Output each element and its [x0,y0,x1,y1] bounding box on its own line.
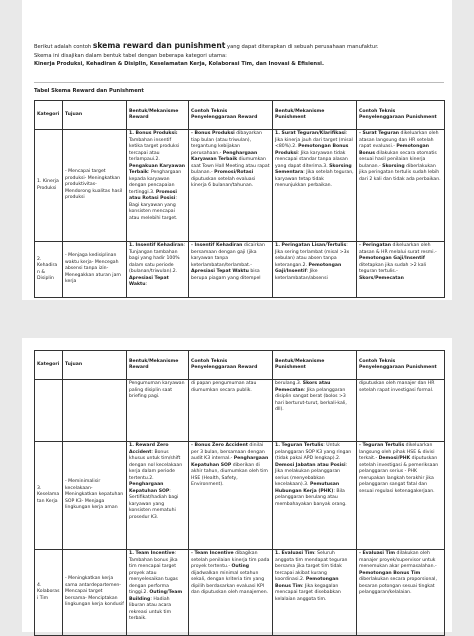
header-reward: Bentuk/Mekanisme Reward [127,351,189,380]
header-reward-example: Contoh Teknis Penyelenggaraan Reward [189,351,273,380]
cell-kategori: 4. Kolaborasi Tim [35,550,63,636]
cell-text: berulang.3. [275,381,303,386]
cell-bold-text: - Peringatan [359,243,392,248]
cell-text: : Jika setelah teguran, karyawan tetap tidak menunjukkan perbaikan. [275,170,354,188]
cell-bold-text: Promosi/Rotasi [214,170,254,175]
cell-bold-text: 1. Reward Zero Accident [129,443,169,455]
cell-text: : Tambahan bonus jika tim mencapai target proyek atau menyelesaikan tugas dengan performa tinggi.2. [129,551,178,595]
cell-bold-text: - Bonus Produksi [191,131,235,136]
table-row [35,442,445,550]
cell-text: : Sertifikat/hadiah bagi karyawan yang konsisten mematuhi prosedur K3. [129,488,179,520]
header-reward: Bentuk/Mekanisme Reward [127,101,189,130]
cell-reward-example [189,442,273,550]
cell-reward-example [189,242,273,298]
cell-text: : Seluruh anggota tim mendapat teguran bersama jika target tim tidak tercapai akibat kurang koordinasi.2. [275,551,348,582]
cell-punishment-example [357,380,445,442]
cell-bold-text: - Teguran Tertulis [359,443,405,448]
cell-text: dikeluarkan langsung oleh pihak HSE & divisi terkait.- [359,443,435,461]
cell-text: diputuskan oleh manajer dan HR setelah rapat investigasi formal. [359,381,435,393]
cell-text: diputuskan setelah investigasi & pemeriksaan pelanggaran serius - PHK merupakan langkah terakhir jika pelanggaran sangat fatal dan sesuai regulasi ketenagakerjaan. [359,456,439,494]
cell-bold-text: Demosi Jabatan atau Posisi [275,462,346,468]
cell-tujuan: - Mencapai target produksi- Meningkatkan produktivitas- Mendorong kualitas hasil produksi [63,130,127,242]
cell-bold-text: 1. Teguran Tertulis [275,443,324,448]
header-punishment: Bentuk/Mekanisme Punishment [273,101,357,130]
cell-punishment [273,442,357,550]
cell-text: ditetapkan jika sudah >2 kali teguran tertulis.- [359,262,427,274]
header-punishment: Bentuk/Mekanisme Punishment [273,351,357,380]
cell-bold-text: Demosi/PHK [378,456,411,461]
cell-reward-example [189,550,273,636]
cell-bold-text: - Bonus Zero Accident [191,443,248,448]
cell-bold-text: Apresiasi Tepat Waktu [129,275,169,287]
cell-kategori: 1. Kinerja Produksi [35,130,63,242]
cell-text: dikeluarkan oleh atasan langsung dan HR setelah rapat evaluasi.- [359,131,439,149]
cell-kategori: 3. Keselamatan Kerja [35,442,63,550]
cell-bold-text: Pemotongan Bonus Produksi [275,144,349,156]
table-row [35,550,445,636]
cell-text: dibayarkan tiap bulan (atau triwulan), tergantung kebijakan perusahaan.- [191,131,262,156]
intro-title: skema reward dan punishment [92,41,226,50]
cell-text: dilakukan oleh manajer proyek/supervisor untuk menemukan akar permasalahan.- [359,551,437,569]
cell-kategori [35,380,63,442]
document-page-1 [22,0,452,300]
cell-text: : Jika pelanggaran disiplin sangat berat (bolos >3 hari berturut-turut, berkali-kali, dll). [275,387,347,412]
cell-bold-text: 1. Insentif Kehadiran [129,243,184,248]
schema-table-part-2 [34,350,445,636]
cell-punishment-example [357,242,445,298]
header-punishment-example: Contoh Teknis Penyelenggaraan Punishment [357,101,445,130]
cell-text: Pengumuman karyawan paling disiplin saat briefing pagi. [129,381,185,399]
cell-punishment-example [357,442,445,550]
cell-bold-text: - Insentif Kehadiran [191,243,243,248]
cell-text: : Hadiah liburan atau acara rekreasi untuk tim terbaik. [129,596,172,621]
table-caption: Tabel Skema Reward dan Punishment [34,88,144,94]
cell-text: : Bagi karyawan yang konsisten mencapai atau melebihi target. [129,196,178,221]
cell-bold-text: Pemotongan Bonus [359,144,430,156]
divider [34,82,444,83]
cell-bold-text: Skors atau Pemecatan [275,381,331,393]
document-page-2 [22,338,452,632]
cell-bold-text: - Surat Teguran [359,131,400,136]
cell-tujuan: - Meningkatkan kerja sama antardepartemen- Mencapai target bersama- Menciptakan lingkungan kerja kondusif [63,550,127,636]
cell-text: dicairkan bersamaan dengan gaji (jika karyawan tanpa keterlambatan/terlambat.- [191,243,265,268]
cell-bold-text: Pengakuan Karyawan Terbaik [129,163,186,175]
cell-text: di papan pengumuman atau diumumkan secara publik. [191,381,257,393]
header-kategori: Kategori [35,351,63,380]
cell-bold-text: Outing/Team Building [129,590,183,602]
cell-punishment-example [357,550,445,636]
cell-bold-text: Apresiasi Tepat Waktu [191,269,249,274]
cell-tujuan: - Menjaga kedisiplinan waktu kerja- Mencegah absensi tanpa izin- Menegakkan aturan jam kerja [63,242,127,298]
table-row [35,242,445,298]
cell-text: diputuskan setelah evaluasi kinerja 6 bulanan/tahunan. [191,176,256,188]
cell-punishment [273,550,357,636]
cell-bold-text: - Evaluasi Tim [359,551,396,556]
table-row [35,130,445,242]
cell-text: diberlakukan secara proporsional, besaran potongan sesuai tingkat pelanggaran/kelalaian. [359,577,437,595]
cell-reward-example [189,380,273,442]
cell-bold-text: Penghargaan Kepatuhan SOP [129,482,170,494]
cell-reward-example [189,130,273,242]
cell-text: : Jike keterlambatan/absensi [275,269,328,281]
cell-text: dibagikan setelah penilaian kinerja tim pada proyek tertentu.- [191,551,270,569]
cell-bold-text: Outing [231,564,250,569]
cell-punishment-example [357,130,445,242]
cell-tujuan [63,380,127,442]
cell-bold-text: Penghargaan Karyawan Terbaik [191,150,258,162]
table-row [35,380,445,442]
cell-text: bisa berupa piagam yang ditempel [191,269,261,281]
intro-line1-pre: Berikut adalah contoh [34,44,92,50]
cell-text: : Jika melakukan pelanggaran serius (menyebabkan kecelakaan).3. [275,462,348,487]
cell-bold-text: 1. Peringatan Lisan/Tertulis [275,243,347,248]
cell-text: diumumkan saat Town Hall Meeting atau rapat bulanan.- [191,157,270,175]
cell-reward [127,130,189,242]
cell-text: : Bonus khusus untuk tim/shift dengan nol kecelakaan kerja dalam periode tertentu.2. [129,449,183,481]
cell-bold-text: Penghargaan Kepatuhan SOP [191,456,269,468]
cell-bold-text: Pemotongan Gaji/Insentif [359,256,425,261]
cell-bold-text: Pemotongan Gaji/Insentif [275,262,342,274]
header-kategori: Kategori [35,101,63,130]
cell-text: : Jika kinerja jauh dari target (misal <80%).2. [275,131,353,149]
cell-bold-text: 1. Evaluasi Tim [275,551,315,556]
cell-punishment [273,130,357,242]
cell-kategori: 2. Kehadiran & Disiplin [35,242,63,298]
cell-text: dikeluarkan oleh atasan & HR melalui surat resmi.- [359,243,437,255]
cell-tujuan: - Meminimalisir kecelakaan- Meningkatkan kepatuhan SOP K3- Menjaga lingkungan kerja aman [63,442,127,550]
cell-text: : Jika karyawan tidak mencapai standar tanpa alasan yang dapat diterima.3. [275,150,348,169]
cell-text: : [145,282,148,287]
schema-table-part-1 [34,100,445,298]
cell-text: dijadwalkan minimal setahun sekali, dengan kriteria tim yang dipilih berdasarkan evaluasi KPI dan diputuskan oleh manajemen. [191,570,269,595]
cell-bold-text: Skorsing Sementara [275,163,352,175]
cell-reward [127,550,189,636]
cell-bold-text: Skorsing [382,163,405,169]
intro-text [34,42,444,69]
cell-bold-text: Pemutusan Hubungan Kerja (PHK) [275,482,340,494]
intro-line3: Kinerja Produksi, Kehadiran & Disiplin, Keselamatan Kerja, Kolaborasi Tim, dan Inovasi & Efisiensi. [34,61,324,68]
table-header-row [35,101,445,130]
cell-punishment [273,242,357,298]
cell-bold-text: Pemotongan Bonus Tim [359,570,421,576]
cell-bold-text: - Team Incentive [191,551,234,556]
table-header-row [35,351,445,380]
cell-reward [127,380,189,442]
cell-text: : Untuk pelanggaran SOP K3 yang ringan (tidak pakai APD lengkap).2. [275,443,352,461]
cell-text: : Jika sering terlambat (misal >3x sebulan) atau absen tanpa keterangan.2. [275,243,350,268]
cell-reward [127,242,189,298]
intro-line1-post: yang dapat diterapkan di sebuah perusahaan manufaktur. [227,44,379,50]
cell-bold-text: 1. Bonus Produksi: [129,131,178,136]
cell-text: dinilai per 3 bulan, bersamaan dengan audit K3 internal.- [191,443,265,461]
cell-bold-text: 1. Team Incentive [129,551,175,556]
cell-bold-text: Pemotongan Bonus Tim [275,577,339,589]
cell-bold-text: Promosi atau Rotasi Posisi [129,189,177,201]
cell-text: : Jika kegagalan mencapai target disebabkan kelalaian anggota tim. [275,583,341,602]
header-tujuan: Tujuan [63,101,127,130]
cell-text: diberikan di akhir tahun, diumumkan oleh tim HSE (Health, Safety, Environment). [191,462,268,487]
cell-text: Tambahan insentif ketika target produksi tercapai atau terlampaui.2. [129,137,180,162]
header-reward-example: Contoh Teknis Penyelenggaraan Reward [189,101,273,130]
cell-text: dilakukan secara otomatis sesuai hasil penilaian kinerja bulanan.- [359,150,437,169]
cell-punishment [273,380,357,442]
cell-text: diberlakukan jika peringatan tertulis sudah lebih dari 2 kali dan tidak ada perbaikan. [359,163,441,182]
cell-text: : Tunjangan tambahan bagi yang hadir 100% dalam satu periode (bulanan/triwulan).2. [129,243,186,274]
cell-reward [127,442,189,550]
cell-text: : Bila pelanggaran berulang atau membahayakan banyak orang. [275,488,347,507]
cell-bold-text: 1. Surat Teguran/Klarifikasi [275,131,346,136]
intro-line2: Skema ini disajikan dalam bentuk tabel dengan beberapa kategori utama: [34,52,227,59]
page-gap [0,300,474,338]
cell-bold-text: Skors/Pemecatan [359,275,404,281]
header-punishment-example: Contoh Teknis Penyelenggaraan Punishment [357,351,445,380]
header-tujuan: Tujuan [63,351,127,380]
cell-text: : Penghargaan kepada karyawan dengan pencapaian tertinggi.3. [129,170,182,195]
